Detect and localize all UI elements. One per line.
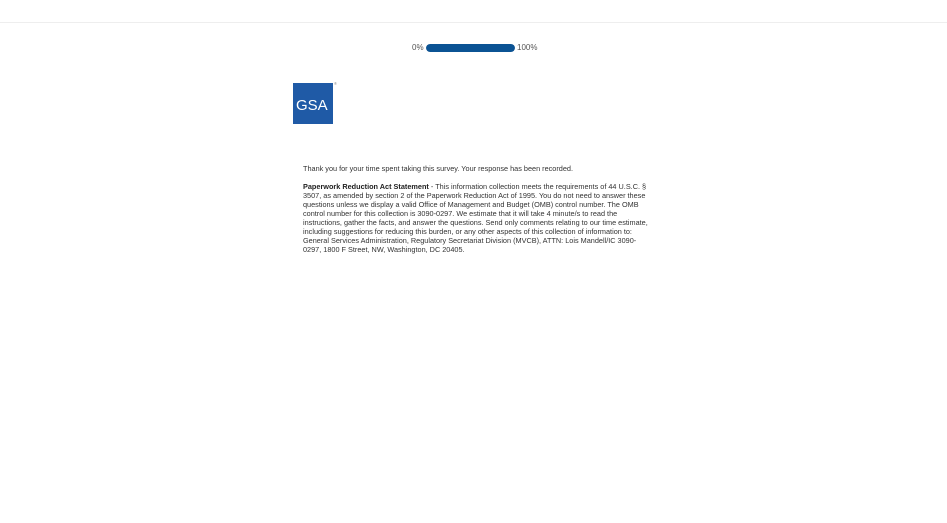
top-bar [0, 0, 947, 23]
gsa-logo-text: GSA [296, 96, 328, 113]
completion-message [303, 164, 649, 254]
paperwork-title: Paperwork Reduction Act Statement [303, 182, 429, 191]
thank-you-text: Thank you for your time spent taking this survey. Your response has been recorded. [303, 164, 574, 173]
progress-end-label: 100% [517, 43, 538, 52]
paperwork-body: - This information collection meets the requirements of 44 U.S.C. § 3507, as amended by section 2 of the Paperwork Reduction Act of 1995. You do not need to answer these questions unless we display a valid Office of Management and Budget (OMB) control number. The OMB control number for this collection is 3090-0297. We estimate that it will take 4 minute/s to read the instructions, gather the facts, and answer the questions. Send only comments relating to our time estimate, including suggestions for reducing this burden, or any other aspects of this collection of information to: General Services Administration, Regulatory Secretariat Division (MVCB), ATTN: Lois Mandell/IC 3090-0297, 1800 F Street, NW, Washington, DC 20405. [303, 182, 648, 254]
gsa-logo-mark [295, 95, 331, 113]
progress-fill [426, 44, 515, 52]
progress-start-label: 0% [412, 43, 424, 52]
registered-mark: ® [334, 81, 337, 86]
paperwork-statement [303, 182, 649, 254]
progress-bar-row [0, 43, 947, 53]
gsa-logo [293, 83, 333, 124]
progress-track [426, 44, 515, 52]
